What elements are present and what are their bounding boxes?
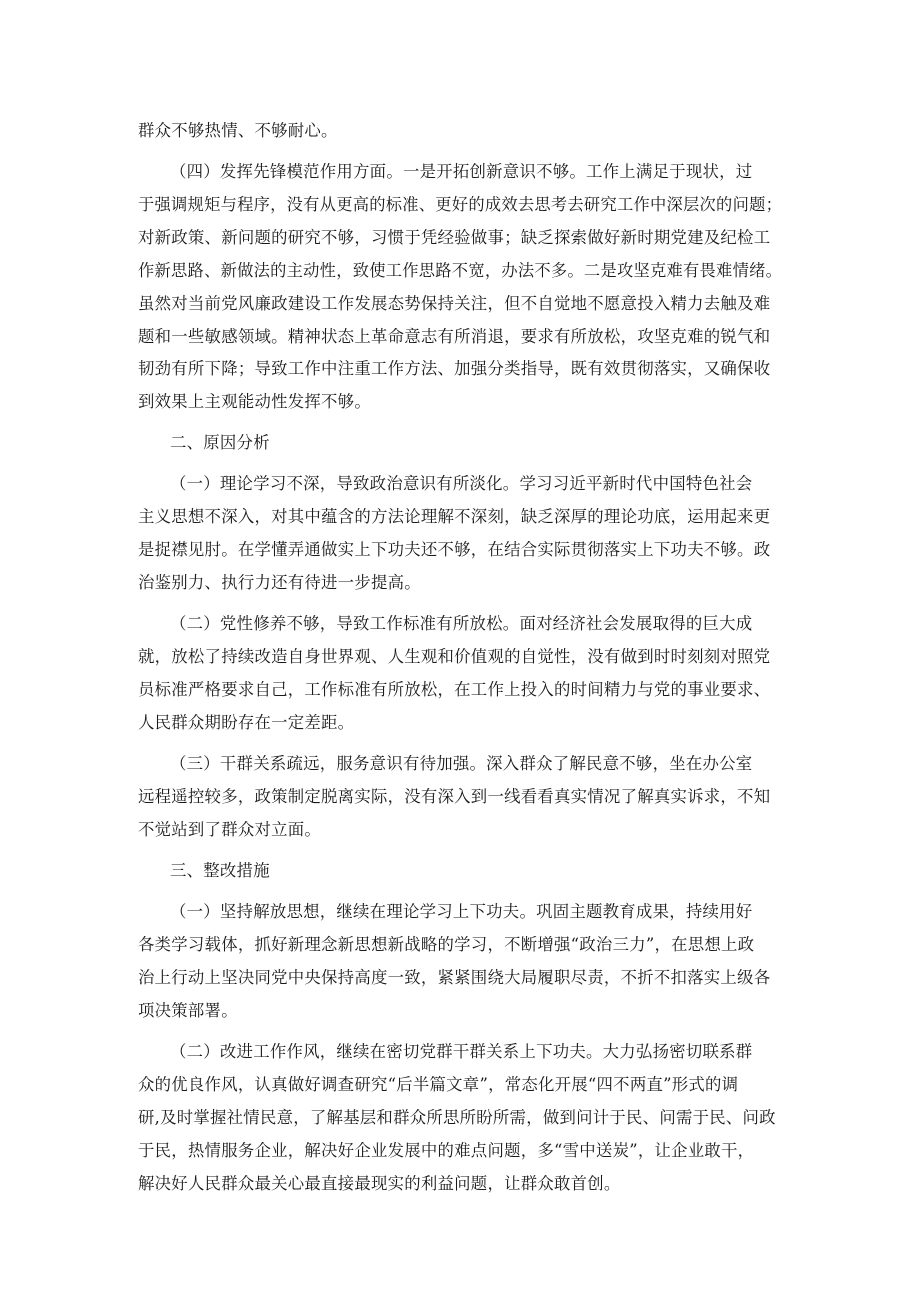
paragraph-line: 于强调规矩与程序，没有从更高的标准、更好的成效去思考去研究工作中深层次的问题； <box>138 195 783 214</box>
paragraph-line: 于民，热情服务企业，解决好企业发展中的难点问题，多“雪中送炭”，让企业敢干， <box>138 1141 755 1160</box>
paragraph-line: 就，放松了持续改造自身世界观、人生观和价值观的自觉性，没有做到时时刻刻对照党 <box>138 647 771 666</box>
paragraph-line: 人民群众期盼存在一定差距。 <box>138 713 355 732</box>
paragraph-line: （一）理论学习不深，导致政治意识有所淡化。学习习近平新时代中国特色社会 <box>170 474 753 493</box>
paragraph-line: 员标准严格要求自己，工作标准有所放松，在工作上投入的时间精力与党的事业要求、 <box>138 680 771 699</box>
paragraph-line: 是捉襟见肘。在学懂弄通做实上下功夫还不够，在结合实际贯彻落实上下功夫不够。政 <box>138 540 771 559</box>
paragraph-line: 众的优良作风，认真做好调查研究“后半篇文章”，常态化开展“四不两直”形式的调 <box>138 1075 739 1094</box>
paragraph-line: （一）坚持解放思想，继续在理论学习上下功夫。巩固主题教育成果，持续用好 <box>170 902 753 921</box>
paragraph-line: 项决策部署。 <box>138 1001 238 1020</box>
paragraph-line: 题和一些敏感领域。精神状态上革命意志有所消退，要求有所放松，攻坚克难的锐气和 <box>138 327 771 346</box>
paragraph-line: 虽然对当前党风廉政建设工作发展态势保持关注，但不自觉地不愿意投入精力去触及难 <box>138 294 771 313</box>
paragraph-line: 韧劲有所下降；导致工作中注重工作方法、加强分类指导，既有效贯彻落实，又确保收 <box>138 359 771 378</box>
paragraph-line: 解决好人民群众最关心最直接最现实的利益问题，让群众敢首创。 <box>138 1174 621 1193</box>
paragraph-line: （二）改进工作作风，继续在密切党群干群关系上下功夫。大力弘扬密切联系群 <box>170 1042 753 1061</box>
paragraph-line: 对新政策、新问题的研究不够，习惯于凭经验做事；缺乏探索做好新时期党建及纪检工 <box>138 228 771 247</box>
paragraph-line: 治鉴别力、执行力还有待进一步提高。 <box>138 573 421 592</box>
paragraph-line: 主义思想不深入，对其中蕴含的方法论理解不深刻，缺乏深厚的理论功底，运用起来更 <box>138 507 771 526</box>
paragraph-line: 作新思路、新做法的主动性，致使工作思路不宽，办法不多。二是攻坚克难有畏难情绪。 <box>138 261 783 280</box>
paragraph-line: 不觉站到了群众对立面。 <box>138 820 322 839</box>
paragraph-line: （四）发挥先锋模范作用方面。一是开拓创新意识不够。工作上满足于现状，过 <box>170 162 753 181</box>
paragraph-line: 研,及时掌握社情民意，了解基层和群众所思所盼所需，做到问计于民、问需于民、问政 <box>138 1108 776 1127</box>
section-heading-cause-analysis: 二、原因分析 <box>170 433 270 452</box>
paragraph-line: 治上行动上坚决同党中央保持高度一致，紧紧围绕大局履职尽责，不折不扣落实上级各 <box>138 968 771 987</box>
paragraph-line: 远程遥控较多，政策制定脱离实际，没有深入到一线看看真实情况了解真实诉求，不知 <box>138 787 771 806</box>
paragraph-line: 群众不够热情、不够耐心。 <box>138 121 338 140</box>
paragraph-line: 各类学习载体，抓好新理念新思想新战略的学习，不断增强“政治三力”，在思想上政 <box>138 935 755 954</box>
paragraph-line: （二）党性修养不够，导致工作标准有所放松。面对经济社会发展取得的巨大成 <box>170 614 753 633</box>
paragraph-line: 到效果上主观能动性发挥不够。 <box>138 392 371 411</box>
paragraph-line: （三）干群关系疏远，服务意识有待加强。深入群众了解民意不够，坐在办公室 <box>170 754 753 773</box>
section-heading-rectification-measures: 三、整改措施 <box>170 861 270 880</box>
